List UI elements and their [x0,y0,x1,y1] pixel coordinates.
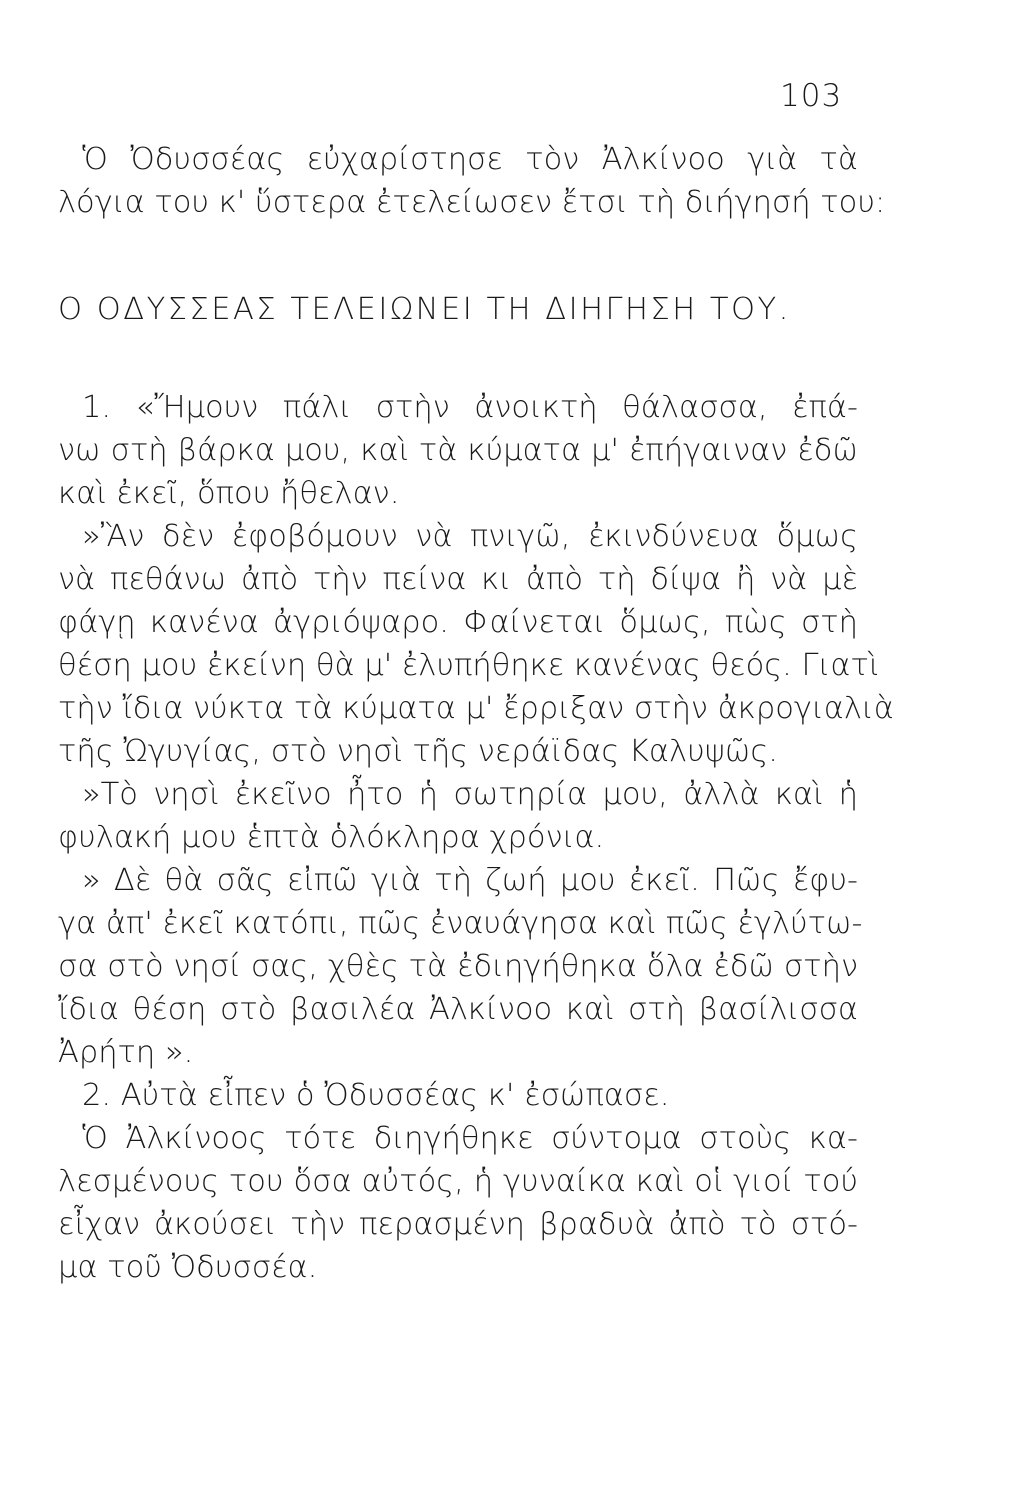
section-heading: Ο ΟΔΥΣΣΕΑΣ ΤΕΛΕΙΩΝΕΙ ΤΗ ΔΙΗΓΗΣΗ ΤΟΥ. [58,292,791,327]
paragraph-2 [58,515,894,773]
text-line: 1. «Ἤμουν πάλι στὴν ἀνοικτὴ θάλασσα, ἐπά- [82,390,858,425]
text-line: μα τοῦ Ὀδυσσέα. [58,1250,318,1285]
paragraph-6 [58,1117,858,1289]
paragraph-3 [58,773,858,859]
text-line: Ὁ Ὀδυσσέας εὐχαρίστησε τὸν Ἀλκίνοο γιὰ τὰ [82,142,858,177]
text-line: γα ἀπ' ἐκεῖ κατόπι, πῶς ἐναυάγησα καὶ πῶς ἐγλύτω- [58,906,863,941]
text-line: Ὁ Ἀλκίνοος τότε διηγήθηκε σύντομα στοὺς κα- [82,1121,858,1156]
paragraph-5 [58,1074,858,1117]
text-line: 2. Αὐτὰ εἶπεν ὁ Ὀδυσσέας κ' ἐσώπασε. [82,1078,670,1113]
text-line: φάγῃ κανένα ἀγριόψαρο. Φαίνεται ὅμως, πὼς στὴ [58,605,858,640]
text-line: νὰ πεθάνω ἀπὸ τὴν πείνα κι ἀπὸ τὴ δίψα ἢ νὰ μὲ [58,562,858,597]
text-line: φυλακή μου ἑπτὰ ὁλόκληρα χρόνια. [58,820,605,855]
intro-paragraph [58,138,886,224]
text-line: Ἀρήτη ». [58,1035,194,1070]
text-line: σα στὸ νησί σας, χθὲς τὰ ἐδιηγήθηκα ὅλα ἐδῶ στὴν [58,949,858,984]
text-line: »Τὸ νησὶ ἐκεῖνο ἦτο ἡ σωτηρία μου, ἀλλὰ καὶ ἡ [82,777,858,812]
text-line: λεσμένους του ὅσα αὐτός, ἡ γυναίκα καὶ οἱ γιοί τού [58,1164,858,1199]
text-line: νω στὴ βάρκα μου, καὶ τὰ κύματα μ' ἐπήγαιναν ἐδῶ [58,433,858,468]
paragraph-1 [58,386,858,515]
text-line: θέση μου ἐκείνη θὰ μ' ἐλυπήθηκε κανένας θεός. Γιατὶ [58,648,880,683]
text-line: »Ἂν δὲν ἐφοβόμουν νὰ πνιγῶ, ἐκινδύνευα ὅμως [82,519,858,554]
text-line: τὴν ἴδια νύκτα τὰ κύματα μ' ἔρριξαν στὴν ἀκρογιαλιὰ [58,691,894,726]
text-line: λόγια του κ' ὕστερα ἐτελείωσεν ἔτσι τὴ διήγησή του: [58,185,886,220]
page-number: 103 [780,78,843,114]
text-line: ἴδια θέση στὸ βασιλέα Ἀλκίνοο καὶ στὴ βασίλισσα [58,992,858,1027]
body-text [58,386,894,1289]
paragraph-4 [58,859,863,1074]
text-line: εἶχαν ἀκούσει τὴν περασμένη βραδυὰ ἀπὸ τὸ στό- [58,1207,858,1242]
text-line: τῆς Ὠγυγίας, στὸ νησὶ τῆς νεράϊδας Καλυψῶς. [58,734,778,769]
text-line: καὶ ἐκεῖ, ὅπου ἤθελαν. [58,476,400,511]
text-line: » Δὲ θὰ σᾶς εἰπῶ γιὰ τὴ ζωή μου ἐκεῖ. Πῶς ἔφυ- [82,863,858,898]
